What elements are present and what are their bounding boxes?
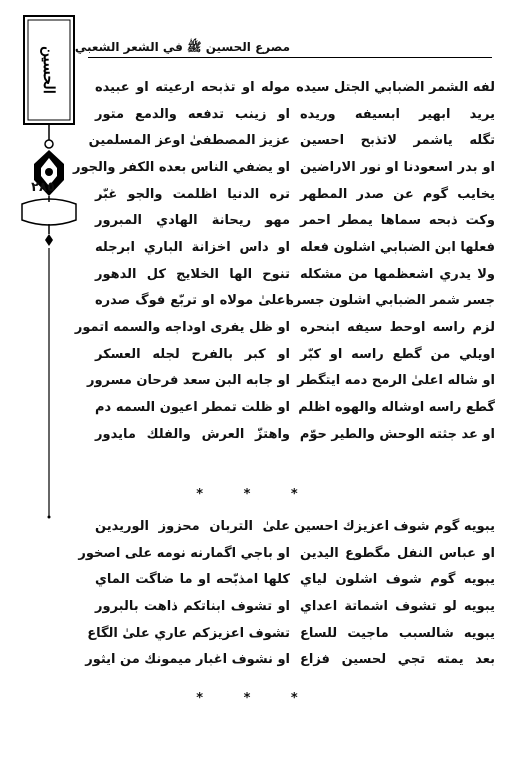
hemistich-right: لزم راسه اوحط سيفه ابنحره (300, 320, 495, 336)
section-separator-end: * * * (196, 691, 316, 706)
hemistich-left: او جابه البن سعد فرحان مسرور (86, 373, 290, 389)
hemistich-left: واهتزّ العرش والفلك مايدور (95, 426, 290, 442)
hemistich-right: بعد يمته تجي لحسين فزاع (300, 652, 495, 668)
hemistich-right: يبويه گوم شوف اعزيزك احسين (294, 518, 495, 534)
couplet (86, 368, 495, 395)
hemistich-left: اعلىٰ مولاه او تربّع فوگ صدره (95, 293, 290, 309)
hemistich-left: او نشوف اغبار ميمونك من ايثور (85, 652, 290, 668)
hemistich-left: تشوف اعزيزكم عاري علىٰ الگاع (87, 625, 290, 641)
couplet (95, 341, 495, 368)
poem-section-1 (73, 74, 495, 448)
calligraphy-text: الحسين (40, 46, 58, 94)
hemistich-right: يبويه شالسبب ماجيت للساع (300, 625, 495, 641)
hemistich-right: او عد جثته الوحش والطير حوّم (299, 426, 495, 442)
couplet (85, 646, 495, 673)
hemistich-right: فعلها ابن الضبابي اشلون فعله (300, 239, 495, 255)
hemistich-right: يبويه گوم شوف اشلون لياي (300, 572, 495, 588)
hemistich-right: او بدر اسعودنا او نور الاراضين (300, 159, 495, 175)
couplet (95, 288, 495, 315)
hemistich-left: او زينب تدفعه والدمع متور (95, 106, 290, 122)
hemistich-left: عزيز المصطفىٰ اوعز المسلمين (88, 133, 290, 149)
hemistich-left: او تشوف ابناتكم ذاهت بالبرور (95, 598, 290, 614)
hemistich-left: او يضفي الناس بعده الكفر والجور (73, 159, 290, 175)
calligraphy-ornament (10, 12, 78, 520)
running-header-title: مصرع الحسين ﷺ في الشعر الشعبي (74, 40, 290, 54)
couplet (95, 566, 495, 593)
hemistich-left: مهو ريحانة الهادي المبرور (95, 213, 290, 229)
hemistich-right: لفه الشمر الضبابي الجتل سيده (296, 79, 495, 95)
hemistich-right: گطع راسه اوشاله والهوه اظلم (298, 400, 495, 416)
hemistich-right: جسر شمر الضبابي اشلون جسره (286, 293, 495, 309)
couplet (95, 593, 495, 620)
hemistich-right: او عباس النفل مگطوع اليدين (300, 545, 495, 561)
hemistich-left: او ظل يفرى اوداجه والسمه اتمور (74, 320, 290, 336)
couplet (95, 101, 495, 128)
couplet (95, 421, 495, 448)
hemistich-left: او داس اخزانة الباري ابرجله (95, 239, 290, 255)
couplet (95, 181, 495, 208)
couplet (95, 261, 495, 288)
hemistich-right: وكت ذبحه سماها يمطر احمر (300, 213, 495, 229)
couplet (74, 314, 495, 341)
hemistich-left: موله او تذبحه ارعيته او عبيده (95, 79, 290, 95)
couplet (95, 394, 495, 421)
hemistich-right: يخايب گوم عن صدر المطهر (300, 186, 495, 202)
hemistich-right: يريد ابهير ابسيفه وريده (300, 106, 495, 122)
page-number: ٢٨٥ (31, 180, 55, 195)
hemistich-right: يبويه لو تشوف اشماتة اعداي (300, 598, 495, 614)
hemistich-left: او كبر بالفرح لجله العسكر (95, 346, 290, 362)
couplet (73, 154, 495, 181)
poem-section-2 (78, 513, 495, 673)
couplet (95, 207, 495, 234)
couplet (87, 620, 495, 647)
hemistich-left: تره الدنيا اظلمت والجو غبّر (95, 186, 290, 202)
hemistich-left: او ظلت تمطر اعيون السمه دم (95, 400, 290, 416)
hemistich-left: كلها امذبّحه او ما ضاگت الماي (95, 572, 290, 588)
hemistich-right: تگله ياشمر لاتذبح احسين (300, 133, 495, 149)
couplet (95, 513, 495, 540)
couplet (78, 540, 495, 567)
hemistich-left: تنوح الها الخلايج كل الدهور (95, 266, 290, 282)
couplet (95, 74, 495, 101)
hemistich-right: اويلي من گطع راسه او كبّر (300, 346, 495, 362)
hemistich-right: او شاله اعلىٰ الرمح دمه ايتگطر (297, 373, 495, 389)
hemistich-left: او باجي اگمارنه نومه على اصخور (78, 545, 290, 561)
header-rule (88, 57, 492, 58)
section-separator: * * * (196, 487, 316, 502)
couplet (95, 234, 495, 261)
couplet (88, 127, 495, 154)
hemistich-right: ولا يدري اشعظمها من مشكله (300, 266, 495, 282)
hemistich-left: علىٰ التربان محزوز الوريدين (95, 518, 290, 534)
